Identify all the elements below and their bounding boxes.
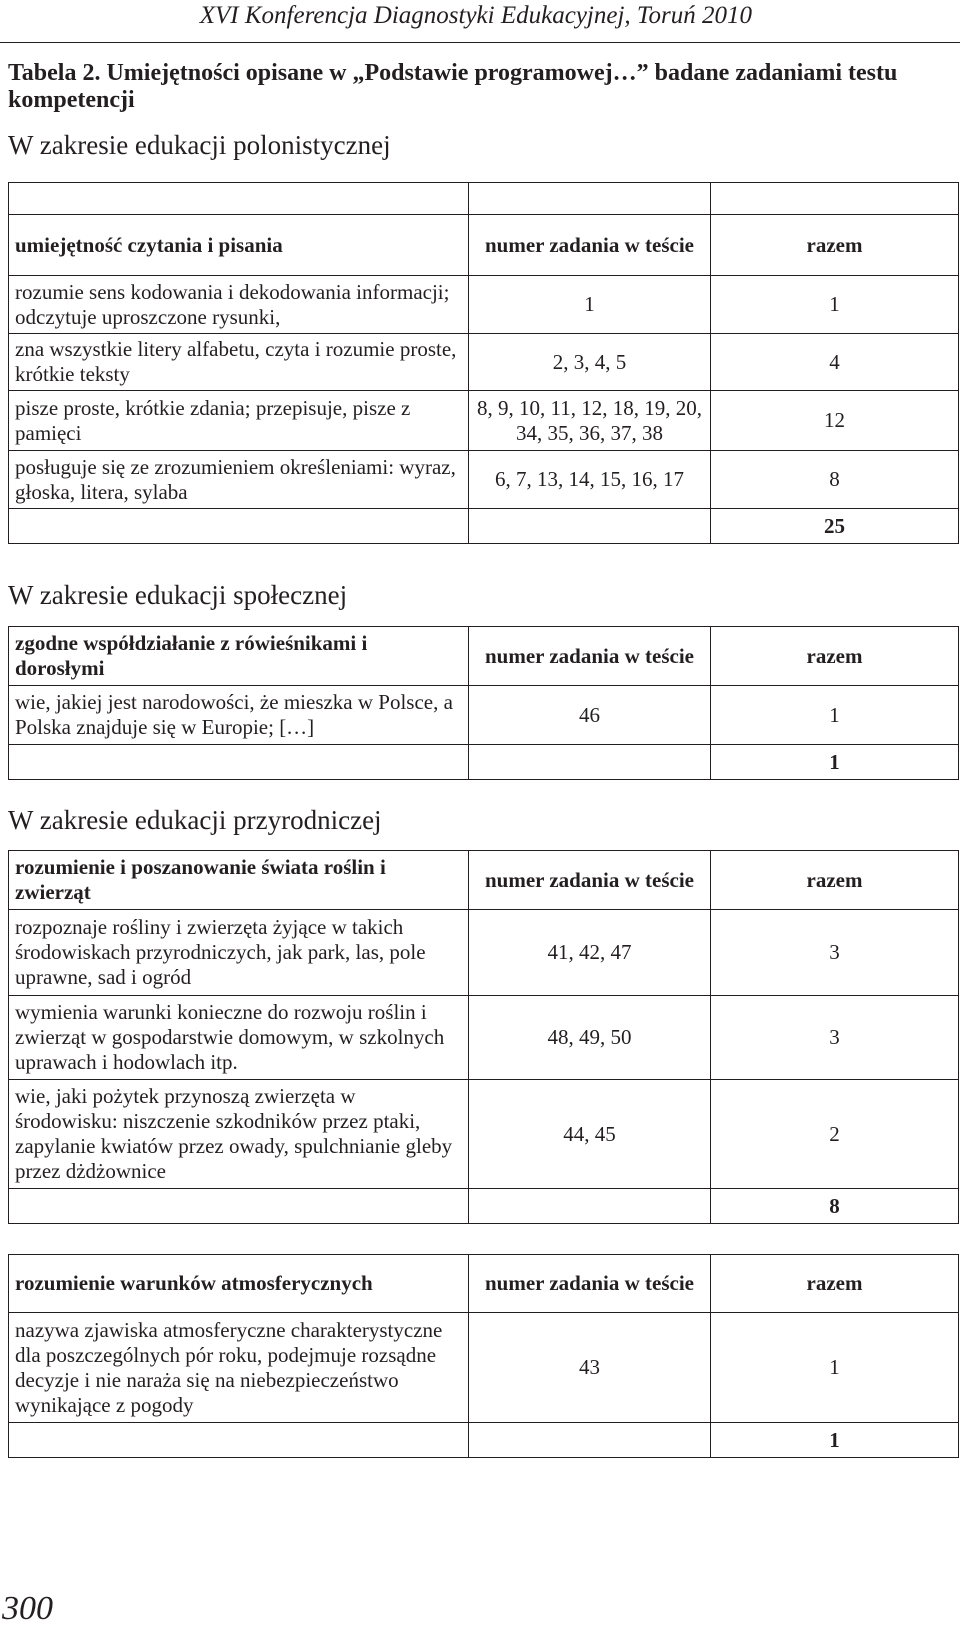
table-total-row — [9, 509, 959, 544]
table-row — [9, 391, 959, 451]
table-atmosferyczne — [8, 1254, 959, 1458]
table-row — [9, 334, 959, 391]
task-numbers-cell: 6, 7, 13, 14, 15, 16, 17 — [469, 451, 711, 509]
total-value: 25 — [711, 509, 959, 544]
task-numbers-cell: 44, 45 — [469, 1080, 711, 1189]
table-row — [9, 1080, 959, 1189]
skill-cell: wymienia warunki konieczne do rozwoju roślin i zwierząt w gospodarstwie domowym, w szkolnych uprawach i hodowlach itp. — [9, 996, 469, 1080]
skill-cell: wie, jakiej jest narodowości, że mieszka w Polsce, a Polska znajduje się w Europie; […] — [9, 686, 469, 745]
page-number: 300 — [2, 1590, 53, 1627]
total-value: 1 — [711, 745, 959, 780]
count-cell: 8 — [711, 451, 959, 509]
task-numbers-cell: 48, 49, 50 — [469, 996, 711, 1080]
header-task-number: numer zadania w teście — [469, 215, 711, 276]
table-spacer-row — [9, 183, 959, 215]
total-empty-cell — [9, 509, 469, 544]
skill-cell: rozumie sens kodowania i dekodowania informacji; odczytuje uproszczone rysunki, — [9, 276, 469, 334]
count-cell: 2 — [711, 1080, 959, 1189]
table-cell — [9, 183, 469, 215]
count-cell: 1 — [711, 276, 959, 334]
task-numbers-cell: 43 — [469, 1313, 711, 1423]
skill-cell: nazywa zjawiska atmosferyczne charakterystyczne dla poszczególnych pór roku, podejmuje rozsądne decyzje i nie naraża się na niebezpieczeństwo wynikające z pogody — [9, 1313, 469, 1423]
header-task-number: numer zadania w teście — [469, 1255, 711, 1313]
header-skill: zgodne współdziałanie z rówieśnikami i dorosłymi — [9, 627, 469, 686]
skill-cell: wie, jaki pożytek przynoszą zwierzęta w środowisku: niszczenie szkodników przez ptaki, zapylanie kwiatów przez owady, spulchnianie gleby przez dżdżownice — [9, 1080, 469, 1189]
header-task-number: numer zadania w teście — [469, 851, 711, 910]
table-header-row — [9, 215, 959, 276]
header-skill: rozumienie i poszanowanie świata roślin i zwierząt — [9, 851, 469, 910]
task-numbers-cell: 41, 42, 47 — [469, 910, 711, 996]
total-value: 1 — [711, 1423, 959, 1458]
total-empty-cell — [9, 1423, 469, 1458]
total-empty-cell — [469, 1189, 711, 1224]
table-header-row — [9, 851, 959, 910]
task-numbers-cell: 46 — [469, 686, 711, 745]
header-total: razem — [711, 627, 959, 686]
table-cell — [711, 183, 959, 215]
table-header-row — [9, 1255, 959, 1313]
count-cell: 4 — [711, 334, 959, 391]
table-row — [9, 686, 959, 745]
header-total: razem — [711, 1255, 959, 1313]
header-total: razem — [711, 851, 959, 910]
table-title: Tabela 2. Umiejętności opisane w „Podstawie programowej…” badane zadaniami testu kompetencji — [8, 60, 898, 113]
total-empty-cell — [469, 1423, 711, 1458]
count-cell: 1 — [711, 1313, 959, 1423]
header-skill: rozumienie warunków atmosferycznych — [9, 1255, 469, 1313]
table-przyrodnicza — [8, 850, 959, 1224]
skill-cell: posługuje się ze zrozumieniem określeniami: wyraz, głoska, litera, sylaba — [9, 451, 469, 509]
total-empty-cell — [469, 509, 711, 544]
table-row — [9, 996, 959, 1080]
table-cell — [469, 183, 711, 215]
table-row — [9, 276, 959, 334]
skill-cell: rozpoznaje rośliny i zwierzęta żyjące w takich środowiskach przyrodniczych, jak park, las, pole uprawne, sad i ogród — [9, 910, 469, 996]
total-empty-cell — [9, 745, 469, 780]
section-title-spoleczna: W zakresie edukacji społecznej — [8, 580, 348, 610]
table-spoleczna — [8, 626, 959, 780]
running-header — [0, 0, 960, 43]
section-title-polonistyczna: W zakresie edukacji polonistycznej — [8, 130, 391, 160]
table-row — [9, 1313, 959, 1423]
table-row — [9, 451, 959, 509]
count-cell: 12 — [711, 391, 959, 451]
task-numbers-cell: 2, 3, 4, 5 — [469, 334, 711, 391]
table-row — [9, 910, 959, 996]
table-total-row — [9, 1423, 959, 1458]
header-task-number: numer zadania w teście — [469, 627, 711, 686]
task-numbers-cell: 8, 9, 10, 11, 12, 18, 19, 20, 34, 35, 36, 37, 38 — [469, 391, 711, 451]
task-numbers-cell: 1 — [469, 276, 711, 334]
header-skill: umiejętność czytania i pisania — [9, 215, 469, 276]
table-polonistyczna — [8, 182, 959, 544]
skill-cell: pisze proste, krótkie zdania; przepisuje, pisze z pamięci — [9, 391, 469, 451]
header-total: razem — [711, 215, 959, 276]
table-total-row — [9, 745, 959, 780]
total-empty-cell — [9, 1189, 469, 1224]
count-cell: 1 — [711, 686, 959, 745]
table-total-row — [9, 1189, 959, 1224]
total-empty-cell — [469, 745, 711, 780]
total-value: 8 — [711, 1189, 959, 1224]
count-cell: 3 — [711, 996, 959, 1080]
section-title-przyrodnicza: W zakresie edukacji przyrodniczej — [8, 805, 382, 835]
table-header-row — [9, 627, 959, 686]
count-cell: 3 — [711, 910, 959, 996]
conference-title: XVI Konferencja Diagnostyki Edukacyjnej, Toruń 2010 — [199, 2, 752, 29]
skill-cell: zna wszystkie litery alfabetu, czyta i rozumie proste, krótkie teksty — [9, 334, 469, 391]
